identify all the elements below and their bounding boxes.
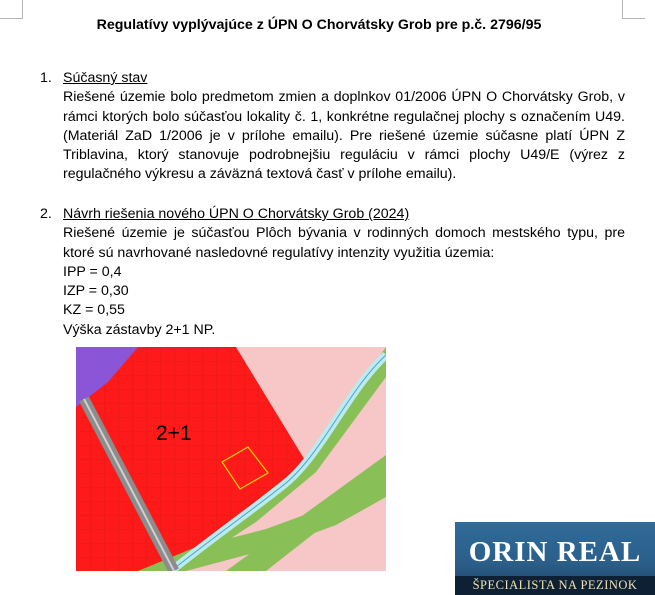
logo-tagline: ŠPECIALISTA NA PEZINOK <box>472 578 638 592</box>
section-heading: Súčasný stav <box>63 70 148 86</box>
regulation-ipp: IPP = 0,4 <box>63 263 122 280</box>
section-paragraph: Riešené územie je súčasťou Plôch bývania v rodinných domoch mestského typu, pre ktoré sú navrhované nasledovné regulatívy intenzity využitia územia: <box>63 225 625 261</box>
section-proposal <box>40 205 625 340</box>
zoning-map <box>76 347 386 571</box>
section-heading: Návrh riešenia nového ÚPN O Chorvátsky Grob (2024) <box>63 206 410 222</box>
regulation-kz: KZ = 0,55 <box>63 302 125 319</box>
regulation-izp: IZP = 0,30 <box>63 283 129 300</box>
logo-name: ORIN REAL <box>468 536 642 568</box>
orin-real-logo <box>455 522 655 595</box>
document-title: Regulatívy vyplývajúce z ÚPN O Chorvátsky Grob pre p.č. 2796/95 <box>96 17 542 33</box>
regulation-height: Výška zástavby 2+1 NP. <box>63 321 216 338</box>
section-number: 2. <box>40 206 52 222</box>
section-number: 1. <box>40 70 52 86</box>
section-current-state <box>40 69 625 185</box>
zone-label: 2+1 <box>156 422 192 445</box>
zoning-map-graphic <box>76 347 386 571</box>
section-paragraph: Riešené územie bolo predmetom zmien a doplnkov 01/2006 ÚPN O Chorvátsky Grob, v rámci ktorých bolo súčasťou lokality č. 1, konkrétne regulačnej plochy s označením U49. (Materiál ZaD 1/2006 je v prílohe emailu). Pre riešené územie súčasne platí ÚPN Z Triblavina, ktorý stanovuje podrobnejšiu reguláciu v rámci plochy U49/E (výrez z regulačného výkresu a záväzná textová časť v prílohe emailu). <box>63 89 625 183</box>
